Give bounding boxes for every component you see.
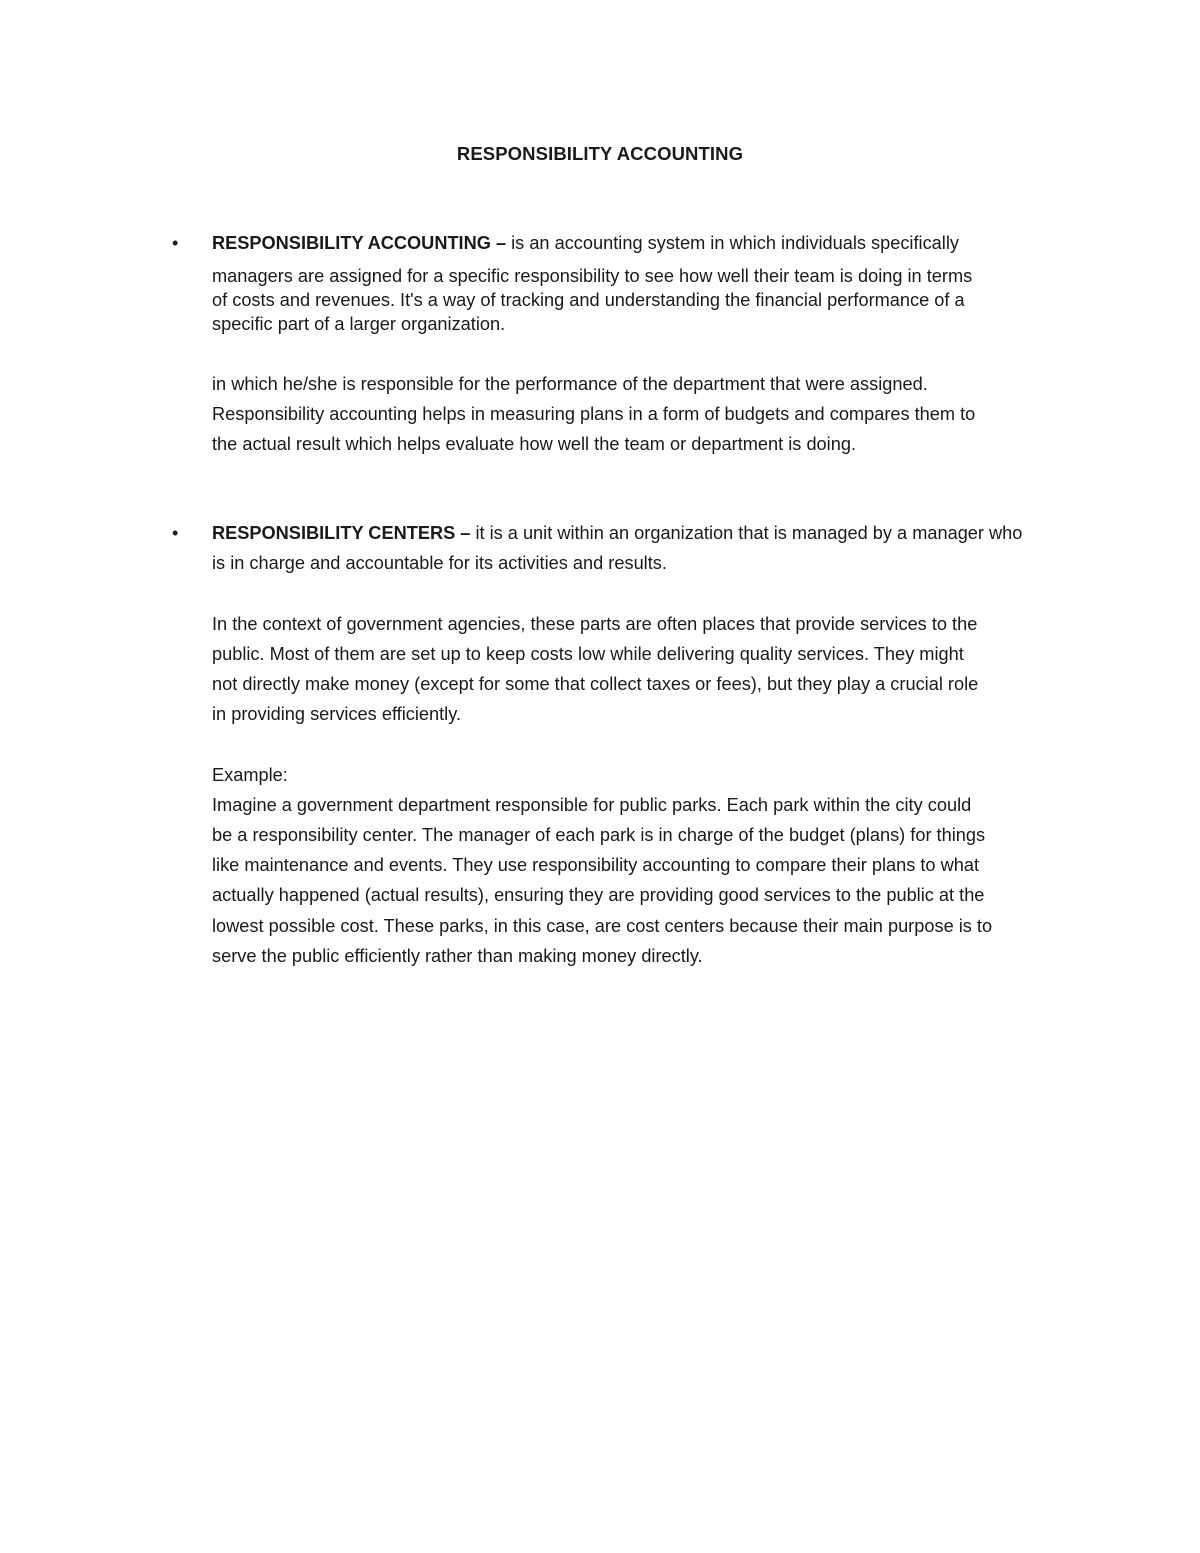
definition-line	[212, 523, 1022, 544]
definition-line: is in charge and accountable for its activities and results.	[212, 553, 667, 573]
example-label: Example:	[212, 765, 288, 785]
example-line: like maintenance and events. They use responsibility accounting to compare their plans to what	[212, 855, 980, 875]
example-line: Imagine a government department responsible for public parks. Each park within the city could	[212, 795, 972, 815]
example-line: be a responsibility center. The manager of each park is in charge of the budget (plans) for things	[212, 825, 986, 845]
example-line: serve the public efficiently rather than making money directly.	[212, 946, 703, 966]
paragraph-line: In the context of government agencies, these parts are often places that provide services to the	[212, 614, 978, 634]
term-label: RESPONSIBILITY ACCOUNTING –	[212, 233, 507, 253]
definition-line: specific part of a larger organization.	[212, 314, 506, 334]
document-title: RESPONSIBILITY ACCOUNTING	[456, 143, 744, 164]
paragraph-line: the actual result which helps evaluate how well the team or department is doing.	[212, 434, 856, 454]
bullet-icon: •	[172, 523, 179, 543]
paragraph-line: in which he/she is responsible for the performance of the department that were assigned.	[212, 374, 928, 394]
definition-line	[212, 233, 959, 254]
example-line: lowest possible cost. These parks, in this case, are cost centers because their main purpose is to	[212, 916, 993, 936]
bullet-icon: •	[172, 233, 179, 253]
paragraph-line: in providing services efficiently.	[212, 704, 462, 724]
paragraph-line: not directly make money (except for some that collect taxes or fees), but they play a crucial role	[212, 674, 979, 694]
definition-line: of costs and revenues. It's a way of tracking and understanding the financial performance of a	[212, 290, 965, 310]
paragraph-line: public. Most of them are set up to keep costs low while delivering quality services. They might	[212, 644, 964, 664]
definition-text: is an accounting system in which individuals specifically	[506, 233, 959, 253]
definition-line: managers are assigned for a specific responsibility to see how well their team is doing in terms	[212, 266, 973, 286]
example-line: actually happened (actual results), ensuring they are providing good services to the public at the	[212, 885, 985, 905]
paragraph-line: Responsibility accounting helps in measuring plans in a form of budgets and compares them to	[212, 404, 976, 424]
term-label: RESPONSIBILITY CENTERS –	[212, 523, 471, 543]
definition-text: it is a unit within an organization that is managed by a manager who	[470, 523, 1023, 543]
